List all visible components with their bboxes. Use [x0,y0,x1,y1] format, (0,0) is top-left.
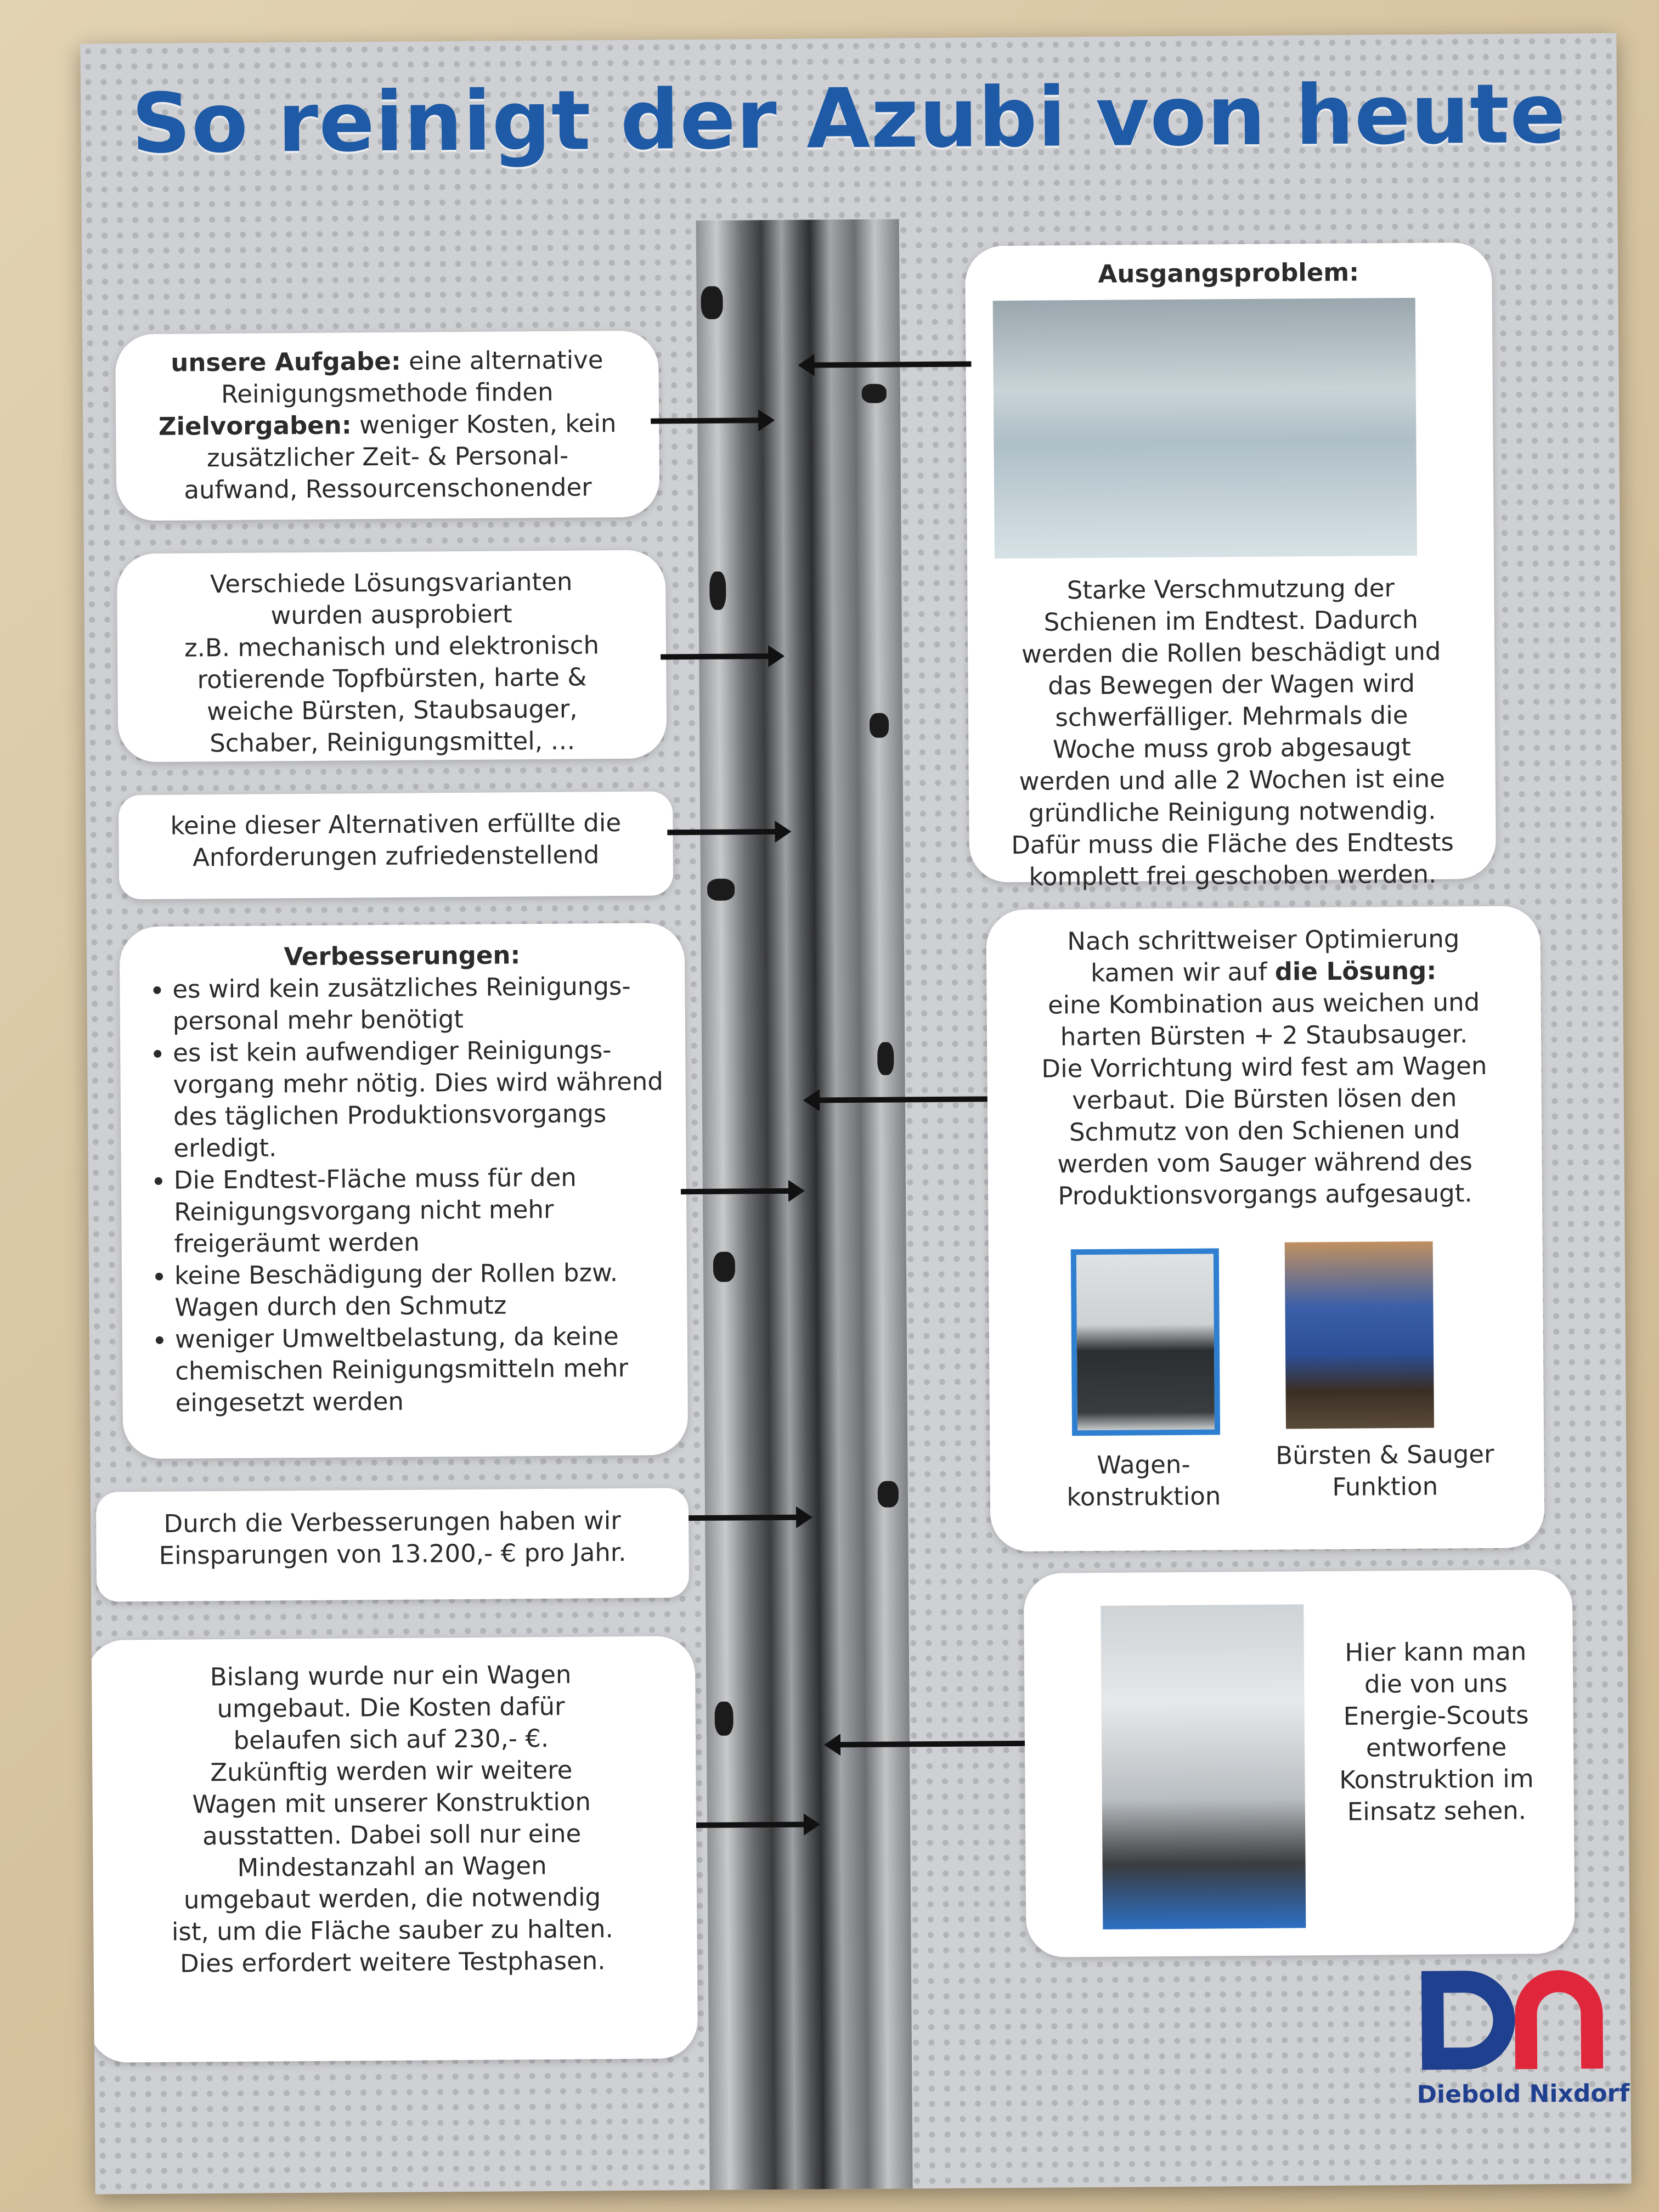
variants-line: rotierende Topfbürsten, harte & [197,662,587,695]
initial-problem-line: Starke Verschmutzung der [1066,573,1395,605]
variants-line: z.B. mechanisch und elektronisch [184,630,600,663]
task-label: unsere Aufgabe: [171,346,401,377]
outlook-box [86,1636,698,2063]
savings-line: Einsparungen von 13.200,- € pro Jahr. [159,1537,627,1570]
outlook-line: Dies erfordert weitere Testphasen. [179,1946,606,1978]
solution-line: werden vom Sauger während des [1057,1147,1473,1179]
dirt-spot [707,879,735,901]
in-use-line: Konstruktion im [1339,1764,1534,1795]
task-box [115,330,659,521]
solution-line: harten Bürsten + 2 Staubsauger. [1060,1019,1468,1052]
initial-problem-box [965,242,1496,891]
no-alternative-line: Anforderungen zufriedenstellend [192,840,600,872]
savings-line: Durch die Verbesserungen haben wir [163,1506,621,1538]
arrow-left [838,1741,1025,1747]
cart-caption: konstruktion [1066,1481,1221,1512]
in-use-line: Einsatz sehen. [1347,1796,1527,1826]
initial-problem-line: werden die Rollen beschädigt und [1021,636,1441,669]
logo-text: Diebold Nixdorf [1417,2079,1630,2109]
variants-line: wurden ausprobiert [270,599,512,630]
improvement-item: • es wird kein zusätzliches Reinigungs-personal mehr benötigt [172,970,665,1037]
improvement-item: • weniger Umweltbelastung, da keine chemischen Reinigungsmitteln mehr eingesetzt werden [175,1320,668,1419]
arrow-left [817,1096,988,1103]
outlook-line: Mindestanzahl an Wagen [237,1850,547,1882]
goals-text: zusätzlicher Zeit- & Personal- [206,441,569,473]
construction-in-use-photo [1101,1604,1306,1929]
initial-problem-line: Woche muss grob abgesaugt [1052,732,1411,764]
variants-line: Schaber, Reinigungsmittel, … [209,726,575,758]
improvement-item: • Die Endtest-Fläche muss für den Reinigungsvorgang nicht mehr freigeräumt werden [174,1161,667,1260]
diebold-nixdorf-logo-icon [1416,1964,1620,2075]
variants-box [117,550,667,762]
in-use-line: Hier kann man [1345,1637,1527,1667]
goals-label: Zielvorgaben: [158,410,352,441]
savings-box [96,1488,689,1602]
outlook-line: umgebaut. Die Kosten dafür [217,1691,565,1724]
initial-problem-line: werden und alle 2 Wochen ist eine [1019,764,1446,796]
improvement-item: • es ist kein aufwendiger Reinigungs-vorgang mehr nötig. Dies wird während des täglichen Produktionsvorgangs erledigt. [173,1034,667,1164]
task-text: eine alternative [400,345,603,376]
arrow-right [681,1188,791,1194]
arrow-right [667,829,777,835]
variants-line: Verschiede Lösungsvarianten [210,567,573,599]
dirt-spot [878,1481,899,1507]
in-use-line: Energie-Scouts [1343,1700,1529,1731]
cart-construction-photo [1071,1248,1220,1436]
solution-label: die Lösung: [1274,956,1437,986]
brush-caption: Funktion [1332,1471,1438,1502]
solution-line: Produktionsvorgangs aufgesaugt. [1058,1178,1472,1211]
dirt-spot [701,286,723,319]
initial-problem-line: Dafür muss die Fläche des Endtests [1011,827,1454,860]
dirt-spot [713,1252,735,1282]
dirt-spot [877,1042,894,1075]
goals-text: aufwand, Ressourcenschonender [184,472,592,505]
variants-line: weiche Bürsten, Staubsauger, [206,694,578,726]
goals-text: weniger Kosten, kein [351,409,617,440]
outlook-line: belaufen sich auf 230,- €. [233,1723,549,1755]
brush-caption: Bürsten & Sauger [1276,1439,1494,1470]
outlook-line: umgebaut werden, die notwendig [183,1882,601,1915]
dirt-spot [714,1702,733,1736]
outlook-line: ausstatten. Dabei soll nur eine [202,1819,582,1851]
dirt-spot [862,384,887,403]
solution-line: kamen wir auf [1091,957,1275,988]
factory-hall-photo [993,298,1417,558]
brush-vacuum-photo [1285,1242,1434,1429]
solution-line: Schmutz von den Schienen und [1069,1115,1460,1147]
rail-photo [696,219,913,2190]
arrow-left [812,361,971,368]
in-use-line: entworfene [1365,1732,1507,1763]
task-text: Reinigungsmethode finden [221,377,554,409]
solution-line: verbaut. Die Bürsten lösen den [1072,1083,1457,1115]
solution-line: eine Kombination aus weichen und [1047,988,1480,1020]
solution-line: Die Vorrichtung wird fest am Wagen [1041,1051,1487,1084]
solution-line: Nach schrittweiser Optimierung [1067,924,1460,956]
improvements-box [120,923,689,1459]
no-alternative-box [119,791,673,899]
outlook-line: Zukünftig werden wir weitere [210,1755,573,1787]
outlook-line: ist, um die Fläche sauber zu halten. [171,1914,614,1946]
initial-problem-line: Schienen im Endtest. Dadurch [1043,605,1419,637]
solution-box [986,906,1544,1551]
arrow-right [651,417,760,424]
outlook-line: Wagen mit unserer Konstruktion [192,1787,591,1819]
dirt-spot [709,572,726,610]
outlook-line: Bislang wurde nur ein Wagen [210,1660,572,1692]
initial-problem-line: schwerfälliger. Mehrmals die [1055,700,1408,732]
initial-problem-line: das Bewegen der Wagen wird [1047,668,1415,701]
in-use-line: die von uns [1364,1668,1508,1699]
arrow-right [689,1515,798,1521]
initial-problem-line: gründliche Reinigung notwendig. [1028,795,1436,828]
in-use-box [1024,1570,1575,1957]
improvements-heading: Verbesserungen: [284,940,521,972]
initial-problem-line: komplett frei geschoben werden. [1029,859,1437,891]
poster-title: So reinigt der Azubi von heute [131,66,1567,172]
improvement-item: • keine Beschädigung der Rollen bzw. Wagen durch den Schmutz [174,1256,668,1323]
arrow-right [696,1822,806,1828]
dirt-spot [870,713,889,738]
arrow-right [661,653,770,659]
cart-caption: Wagen- [1097,1449,1190,1480]
poster [80,33,1631,2194]
initial-problem-heading: Ausgangsproblem: [1098,257,1359,289]
no-alternative-line: keine dieser Alternativen erfüllte die [170,808,622,840]
